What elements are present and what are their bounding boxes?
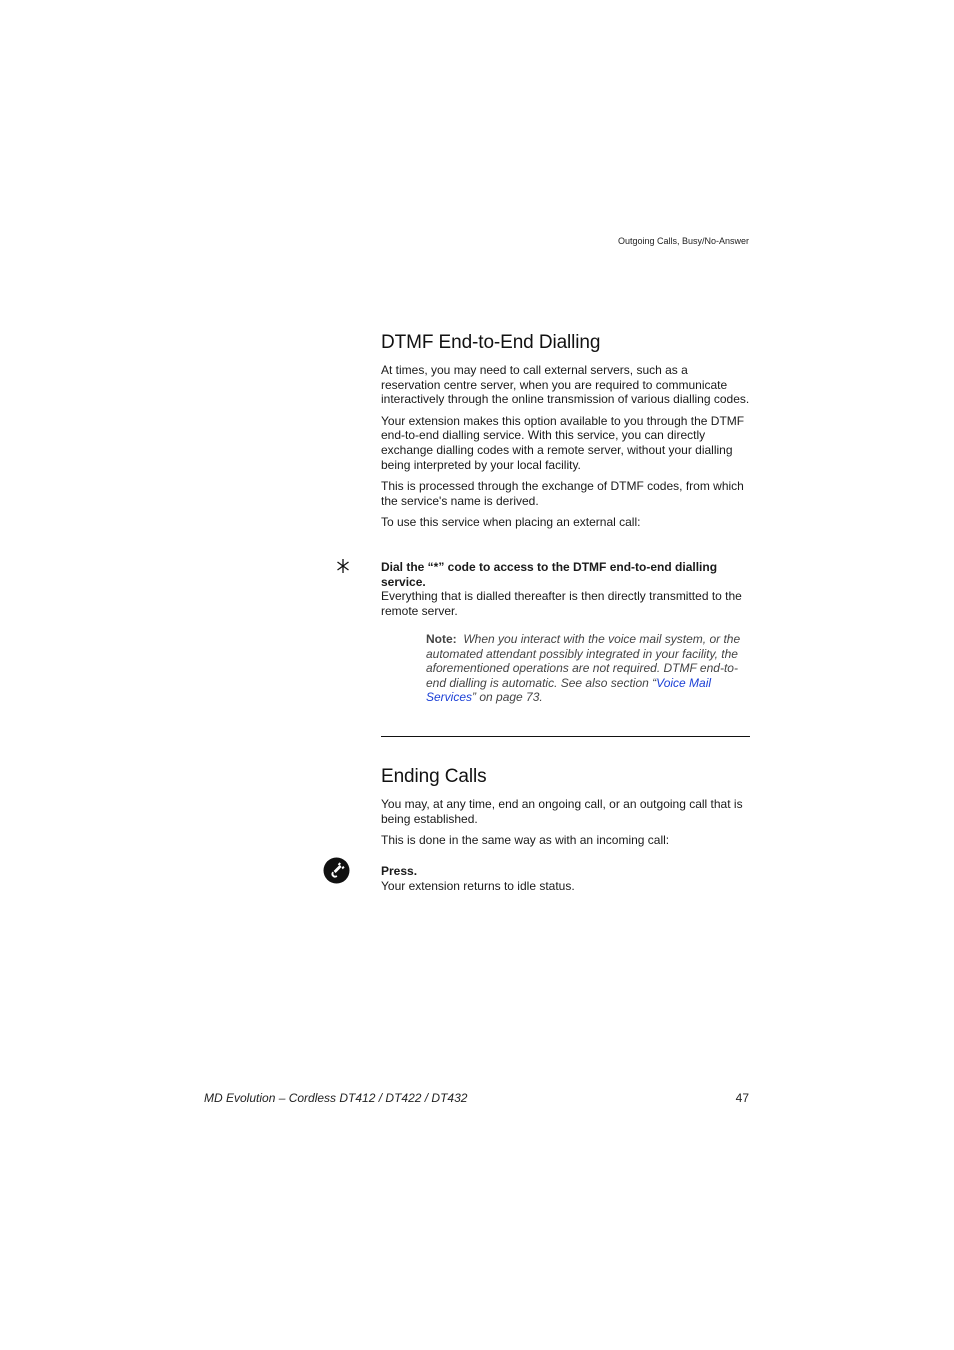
paragraph: At times, you may need to call external servers, such as a reservation centre server, when you are required to communicate interactively through the online transmission of various dialling codes. [381, 363, 750, 407]
step-dial-asterisk [381, 560, 750, 618]
hang-up-phone-icon [323, 857, 350, 884]
page-number: 47 [735, 1091, 749, 1105]
paragraph: This is processed through the exchange of DTMF codes, from which the service's name is derived. [381, 479, 744, 508]
paragraph: Your extension makes this option available to you through the DTMF end-to-end dialling service. With this service, you can directly exchange dialling codes with a remote server, without your dialling being interpreted by your local facility. [381, 413, 745, 472]
section-title: Ending Calls [381, 766, 487, 787]
step-press-hangup [381, 864, 750, 893]
running-header: Outgoing Calls, Busy/No-Answer [617, 236, 749, 246]
note-text-end: ” on page 73. [472, 690, 543, 705]
step-instruction: Press. [381, 864, 418, 878]
note-label: Note: [426, 632, 457, 646]
note-text: When you interact with the voice mail system, or the automated attendant possibly integrated in your facility, the aforementioned operations are not required. DTMF end-to-end dialling is automatic. See also section “ [426, 632, 741, 690]
step-detail: Everything that is dialled thereafter is then directly transmitted to the remote server. [381, 589, 742, 618]
paragraph: This is done in the same way as with an incoming call: [381, 833, 670, 848]
note [426, 632, 751, 705]
step-instruction: Dial the “*” code to access to the DTMF end-to-end dialling service. [381, 560, 718, 589]
step-detail: Your extension returns to idle status. [381, 878, 575, 893]
voice-mail-services-link[interactable]: Voice Mail Services [426, 675, 712, 705]
asterisk-key-icon [335, 558, 351, 574]
section-title: DTMF End-to-End Dialling [381, 332, 601, 353]
section-dtmf [381, 332, 750, 537]
paragraph: You may, at any time, end an ongoing call, or an outgoing call that is being established. [381, 797, 743, 826]
paragraph: To use this service when placing an external call: [381, 515, 641, 530]
footer-title: MD Evolution – Cordless DT412 / DT422 / DT432 [204, 1091, 468, 1105]
section-divider [381, 736, 750, 737]
section-ending-calls [381, 766, 750, 855]
